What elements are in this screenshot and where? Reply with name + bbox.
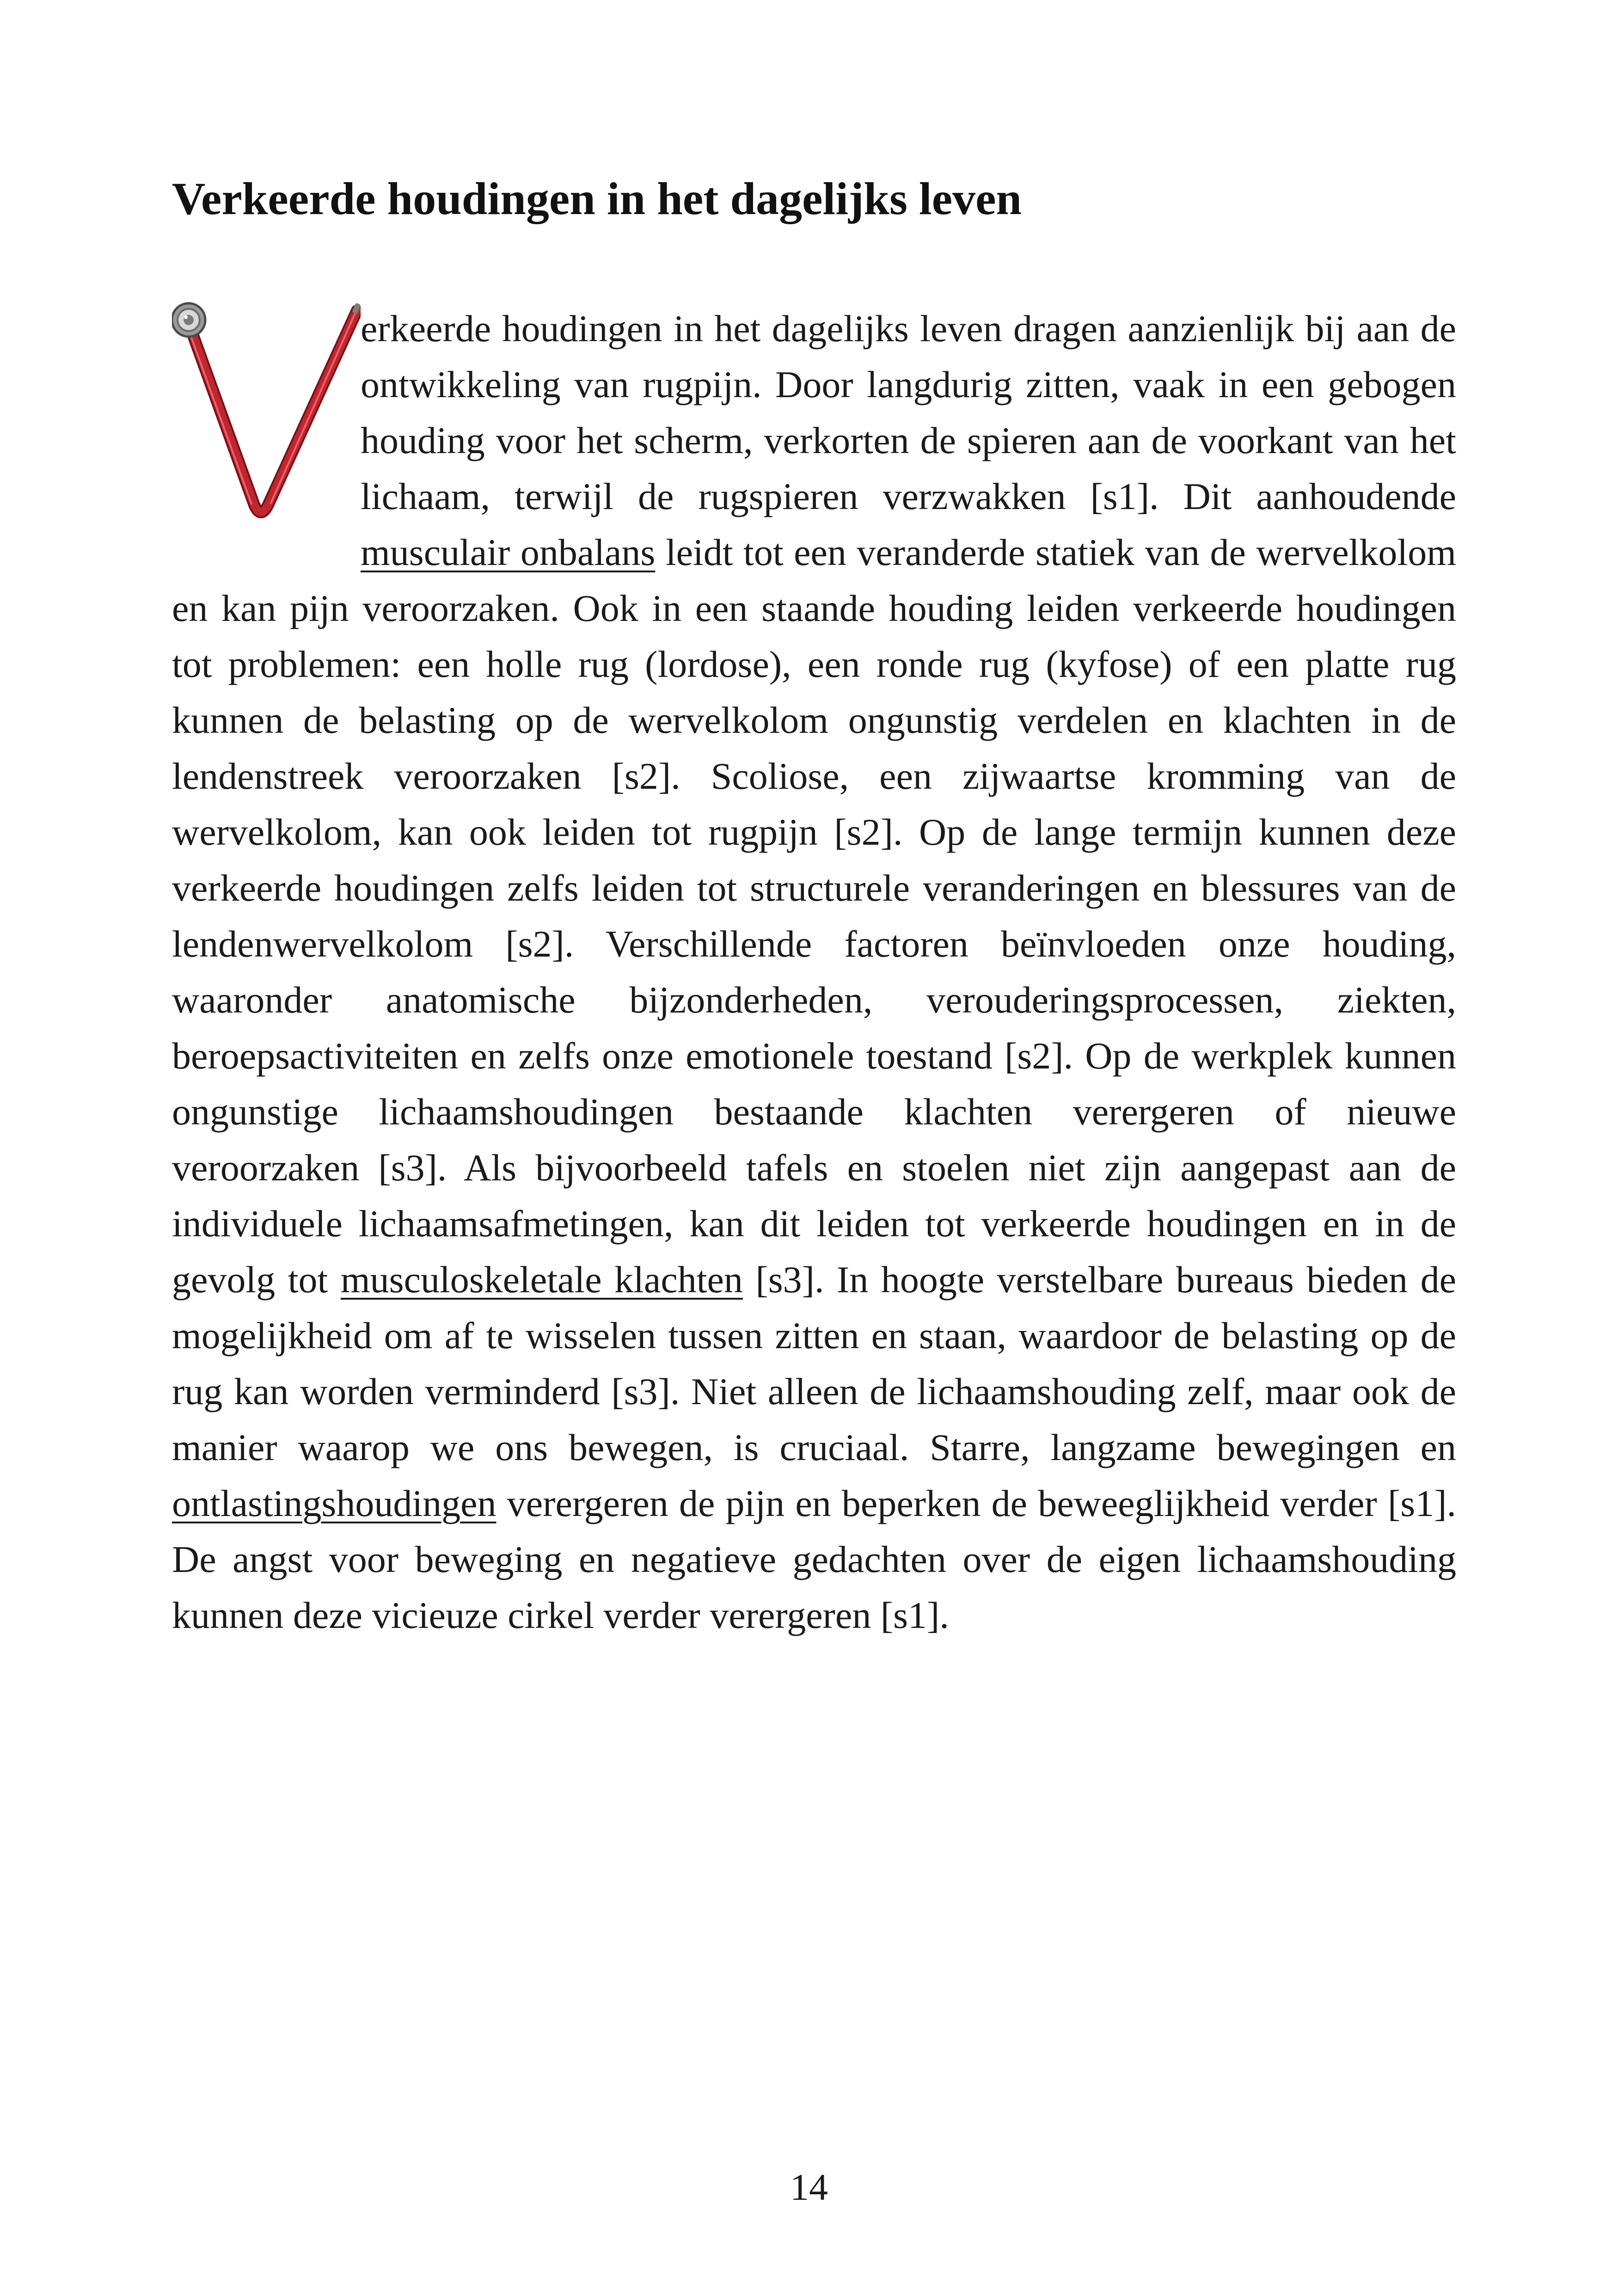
dropcap-v xyxy=(172,301,361,525)
body-text-segment: verergeren de pijn en beperken de beweeglijkheid verder [s1]. De angst voor beweging en negatieve gedachten over de eigen lichaamshouding kunnen deze vicieuze cirkel verder verergeren [s1]. xyxy=(172,1482,1456,1636)
page-number: 14 xyxy=(790,2166,828,2208)
link-ontlastingshoudingen[interactable]: ontlastingshoudingen xyxy=(172,1482,496,1524)
link-musculair-onbalans[interactable]: musculair onbalans xyxy=(361,531,656,573)
body-text-segment: erkeerde houdingen in het dagelijks leven dragen aanzienlijk bij aan de ontwikkeling van rugpijn. Door langdurig zitten, vaak in een gebogen houding voor het scherm, verkorten de spieren aan de voorkant van het lichaam, terwijl de rugspieren verzwakken [s1]. Dit aanhoudende xyxy=(361,307,1456,517)
body-text-segment: leidt tot een veranderde statiek van de wervelkolom en kan pijn veroorzaken. Ook in een staande houding leiden verkeerde houdingen tot problemen: een holle rug (lordose), een ronde rug (kyfose) of een platte rug kunnen de belasting op de wervelkolom ongunstig verdelen en klachten in de lendenstreek veroorzaken [s2]. Scoliose, een zijwaartse kromming van de wervelkolom, kan ook leiden tot rugpijn [s2]. Op de lange termijn kunnen deze verkeerde houdingen zelfs leiden tot structurele veranderingen en blessures van de lendenwervelkolom [s2]. Verschillende factoren beïnvloeden onze houding, waaronder anatomische bijzonderheden, verouderingsprocessen, ziekten, beroepsactiviteiten en zelfs onze emotionele toestand [s2]. Op de werkplek kunnen ongunstige lichaamshoudingen bestaande klachten verergeren of nieuwe veroorzaken [s3]. Als bijvoorbeeld tafels en stoelen niet zijn aangepast aan de individuele lichaamsafmetingen, kan dit leiden tot verkeerde houdingen en in de gevolg tot xyxy=(172,531,1456,1301)
stethoscope-v-icon xyxy=(172,301,361,525)
body-text-segment: [s3]. In hoogte verstelbare bureaus bieden de mogelijkheid om af te wisselen tussen zitten en staan, waardoor de belasting op de rug kan worden verminderd [s3]. Niet alleen de lichaamshouding zelf, maar ook de manier waarop we ons bewegen, is cruciaal. Starre, langzame bewegingen en xyxy=(172,1259,1456,1468)
link-musculoskeletale-klachten[interactable]: musculoskeletale klachten xyxy=(340,1259,743,1301)
page-title: Verkeerde houdingen in het dagelijks leven xyxy=(172,173,1022,224)
body-paragraph xyxy=(172,301,1456,1643)
